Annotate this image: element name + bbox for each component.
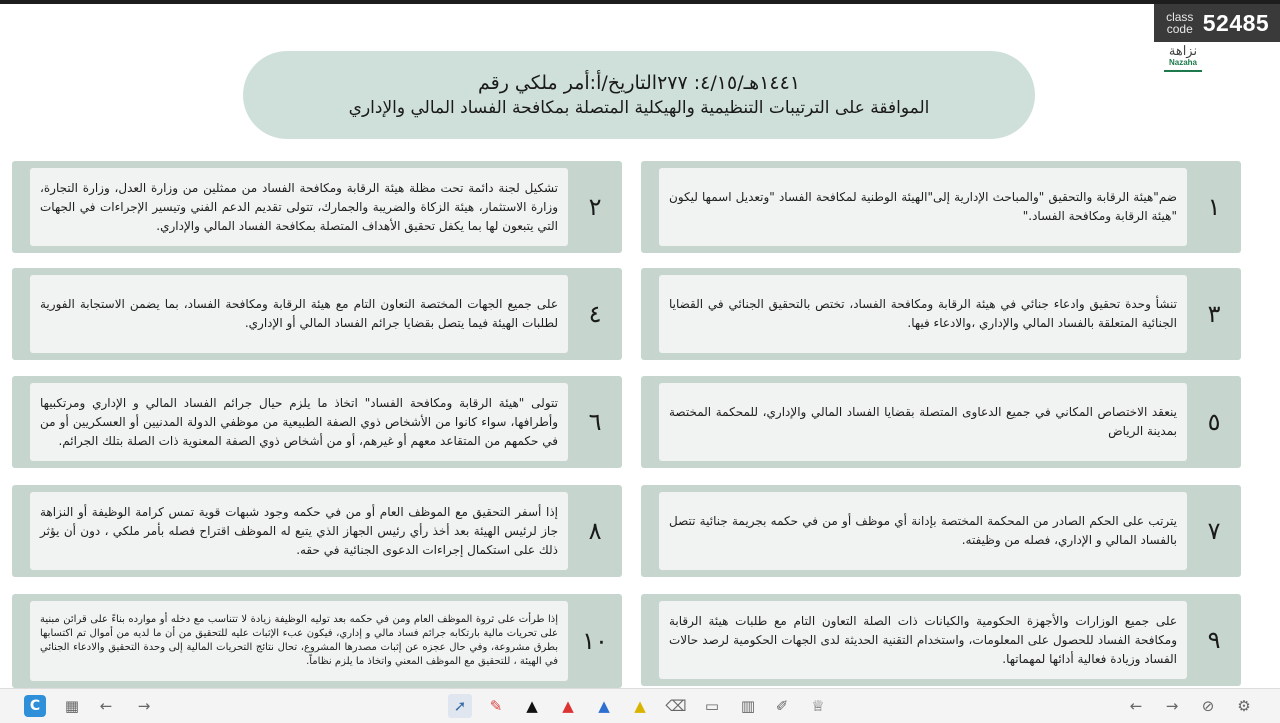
title-line-1: ١٤٤١هـ/٤/١٥: ٢٧٧التاريخ/أ:أمر ملكي رقم bbox=[477, 72, 801, 94]
item-text: إذا طرأت على ثروة الموظف العام ومن في حكمه بعد توليه الوظيفة زيادة لا تتناسب مع دخله أو موارده بناءً على قرائن مبنية على تحريات مالية بارتكابه جرائم فساد مالي و إداري، فيكون عبء الإثبات عليه للتحقيق من أن ما لديه من أموال تم اكتسابها بطرق مشروعة، وفي حال عجزه عن إثبات مصدرها المشروع، تحال نتائج التحريات المالية إلى وحدة التحقيق والادعاء الجنائي في الهيئة ، للتحقيق مع الموظف المعني واتخاذ ما يلزم نظاماً. bbox=[30, 601, 568, 681]
settings-icon[interactable]: ⚙ bbox=[1237, 697, 1251, 715]
item-number: ٧ bbox=[1207, 517, 1221, 545]
item-text: تنشأ وحدة تحقيق وادعاء جنائي في هيئة الرقابة ومكافحة الفساد، تختص بالتحقيق الجنائي في القضايا الجنائية المتعلقة بالفساد المالي والإداري ،والادعاء فيها. bbox=[659, 275, 1187, 353]
prev-slide-icon[interactable]: ← bbox=[1129, 697, 1143, 715]
logo-english: Nazaha bbox=[1168, 58, 1197, 67]
item-number: ٩ bbox=[1207, 626, 1221, 654]
app-logo-icon[interactable]: C bbox=[24, 695, 46, 717]
item-card-5 bbox=[641, 376, 1241, 468]
class-code-badge bbox=[1154, 4, 1280, 42]
item-card-7 bbox=[641, 485, 1241, 577]
pen-black-icon[interactable]: ▲ bbox=[526, 697, 538, 715]
item-number: ١ bbox=[1207, 193, 1221, 221]
item-card-4 bbox=[12, 268, 622, 360]
item-number: ٢ bbox=[588, 193, 602, 221]
item-text: تتولى "هيئة الرقابة ومكافحة الفساد" اتخاذ ما يلزم حيال جرائم الفساد المالي و الإداري ومرتكبيها وأطرافها، سواء كانوا من الأشخاص ذوي الصفة الطبيعية من موظفي الدولة المدنيين أو العسكريين أو من في حكمهم من المتقاعد معهم أو غيرهم، أو من أشخاص ذوي الصفة المعنوية ذات الصلة بتلك الجرائم. bbox=[30, 383, 568, 461]
next-slide-icon[interactable]: → bbox=[1165, 697, 1179, 715]
item-card-8 bbox=[12, 485, 622, 577]
trophy-icon[interactable]: ♕ bbox=[811, 697, 825, 715]
item-card-3 bbox=[641, 268, 1241, 360]
item-number: ٤ bbox=[588, 300, 602, 328]
screen-icon[interactable]: ▭ bbox=[704, 697, 720, 715]
chart-icon[interactable]: ▥ bbox=[740, 697, 756, 715]
pen-blue-icon[interactable]: ▲ bbox=[598, 697, 610, 715]
item-text: على جميع الوزارات والأجهزة الحكومية والكيانات ذات الصلة التعاون التام مع طلبات هيئة الرقابة ومكافحة الفساد للحصول على المعلومات، واستخدام التقنية الحديثة لدى الجهات الحكومية لرصد حالات الفساد وزيادة فعالية أدائها لمهماتها. bbox=[659, 601, 1187, 679]
item-number: ٣ bbox=[1207, 300, 1221, 328]
back-arrow-icon[interactable]: ← bbox=[99, 697, 113, 715]
item-number: ١٠ bbox=[582, 627, 608, 655]
highlighter-icon[interactable]: ▲ bbox=[634, 697, 646, 715]
grid-icon[interactable]: ▦ bbox=[64, 697, 80, 715]
item-text: إذا أسفر التحقيق مع الموظف العام أو من في حكمه وجود شبهات قوية تمس كرامة الوظيفة أو النزاهة جاز لرئيس الهيئة بعد أخذ رأي رئيس الجهاز الذي يتبع له الموظف اقتراح فصله بأمر ملكي ، دون أن يؤثر ذلك على استكمال إجراءات الدعوى الجنائية في حقه. bbox=[30, 492, 568, 570]
bottom-toolbar bbox=[0, 688, 1280, 723]
nazaha-logo bbox=[1160, 44, 1206, 72]
logo-underline bbox=[1164, 70, 1202, 72]
hide-view-icon[interactable]: ⊘ bbox=[1201, 697, 1215, 715]
item-text: تشكيل لجنة دائمة تحت مظلة هيئة الرقابة ومكافحة الفساد من ممثلين من وزارة العدل، وزارة التجارة، وزارة الاستثمار، هيئة الزكاة والضريبة والجمارك، تتولى تقديم الدعم الفني وتيسير الإجراءات في الجهات التي يتبعون لها بما يكفل تحقيق الأهداف المتصلة بمكافحة الفساد المالي والإداري. bbox=[30, 168, 568, 246]
item-card-9 bbox=[641, 594, 1241, 686]
item-text: على جميع الجهات المختصة التعاون التام مع هيئة الرقابة ومكافحة الفساد، بما يضمن الاستجابة الفورية لطلبات الهيئة فيما يتصل بقضايا جرائم الفساد المالي أو الإداري. bbox=[30, 275, 568, 353]
item-number: ٨ bbox=[588, 517, 602, 545]
item-card-1 bbox=[641, 161, 1241, 253]
pointer-tool-icon[interactable]: ➚ bbox=[448, 694, 472, 718]
brush-icon[interactable]: ✐ bbox=[775, 697, 789, 715]
item-text: ضم"هيئة الرقابة والتحقيق "والمباحث الإدارية إلى"الهيئة الوطنية لمكافحة الفساد "وتعديل اسمها ليكون "هيئة الرقابة ومكافحة الفساد." bbox=[659, 168, 1187, 246]
laser-pen-icon[interactable]: ✎ bbox=[489, 697, 503, 715]
forward-arrow-icon[interactable]: → bbox=[137, 697, 151, 715]
item-number: ٥ bbox=[1207, 408, 1221, 436]
item-card-6 bbox=[12, 376, 622, 468]
item-text: يترتب على الحكم الصادر من المحكمة المختصة بإدانة أي موظف أو من في حكمه بجريمة جنائية تتصل بالفساد المالي و الإداري، فصله من وظيفته. bbox=[659, 492, 1187, 570]
pen-red-icon[interactable]: ▲ bbox=[562, 697, 574, 715]
title-line-2: الموافقة على الترتيبات التنظيمية والهيكلية المتصلة بمكافحة الفساد المالي والإداري bbox=[348, 98, 930, 118]
item-number: ٦ bbox=[588, 408, 602, 436]
eraser-icon[interactable]: ⌫ bbox=[665, 697, 687, 715]
item-card-10 bbox=[12, 594, 622, 688]
item-text: ينعقد الاختصاص المكاني في جميع الدعاوى المتصلة بقضايا الفساد المالي والإداري، للمحكمة المختصة بمدينة الرياض bbox=[659, 383, 1187, 461]
class-code-label: class code bbox=[1166, 10, 1194, 36]
logo-arabic: نزاهة bbox=[1168, 43, 1198, 58]
item-card-2 bbox=[12, 161, 622, 253]
slide-title bbox=[243, 51, 1035, 139]
class-code-value: 52485 bbox=[1202, 9, 1270, 36]
top-edge bbox=[0, 0, 1280, 4]
